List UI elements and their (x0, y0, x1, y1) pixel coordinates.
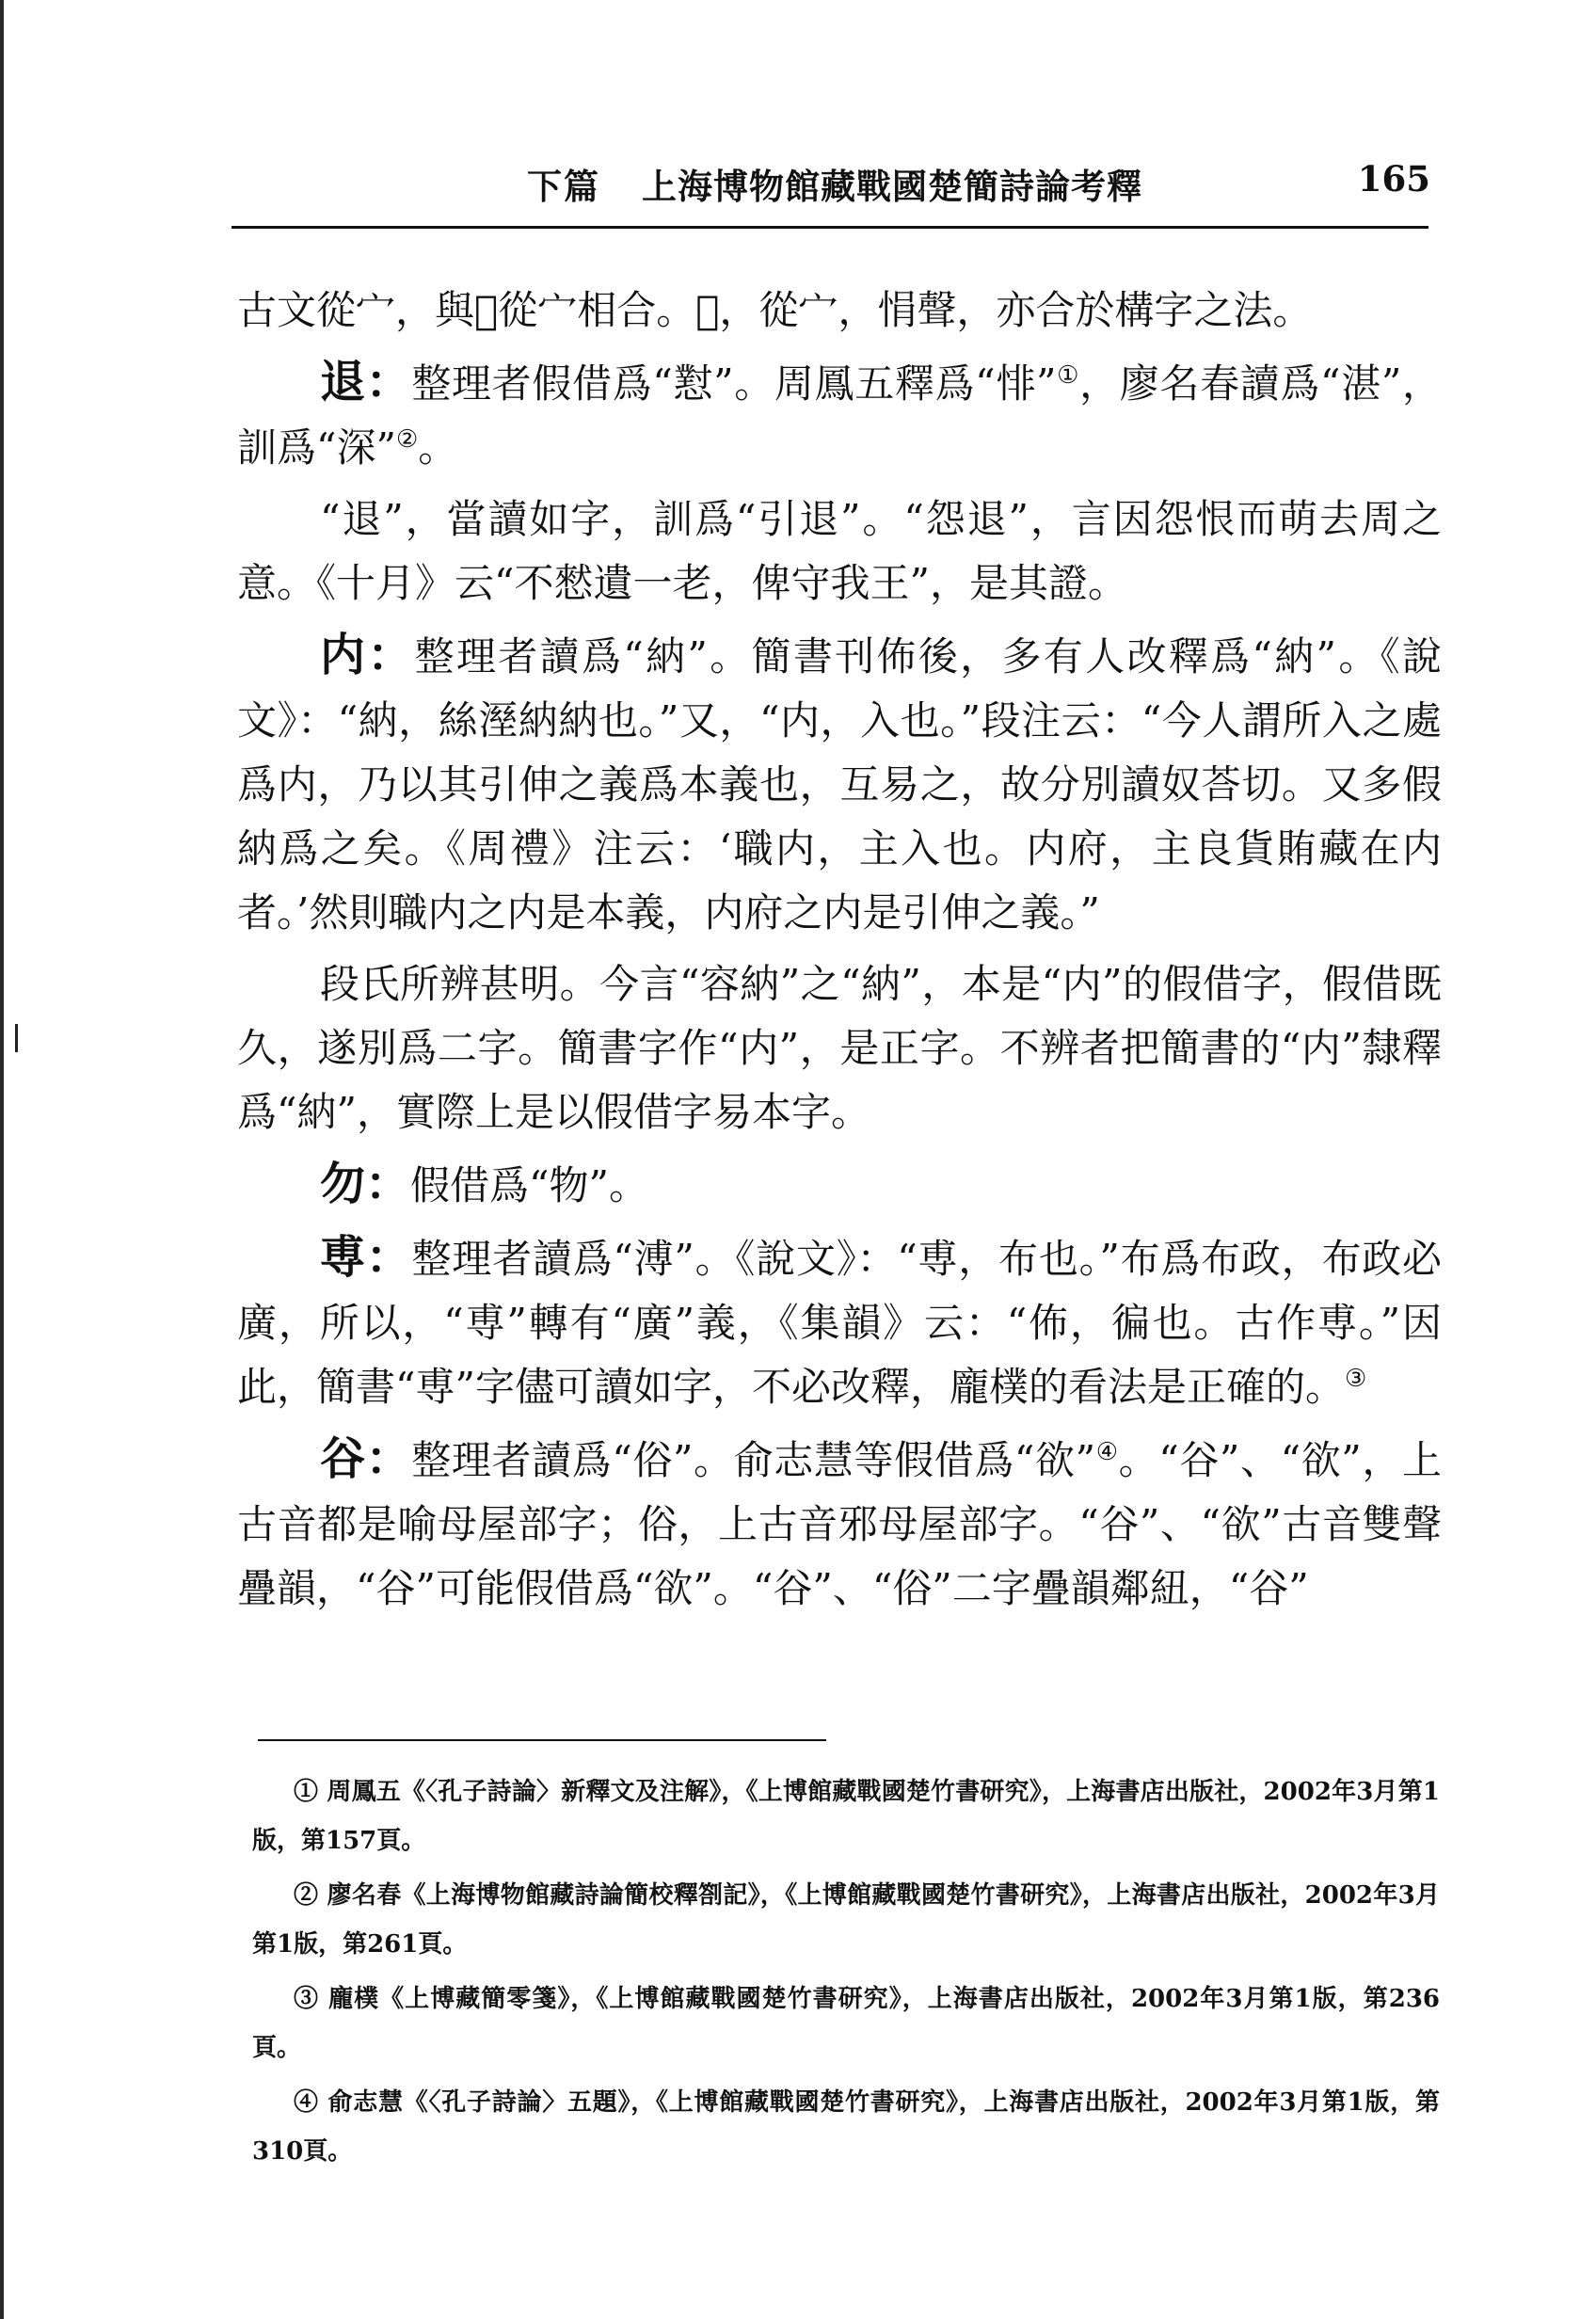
paragraph (237, 1152, 1442, 1218)
paragraph-text: 整理者讀爲“俗”。俞志慧等假借爲“欲” (411, 1437, 1096, 1483)
header-part: 下篇 (527, 166, 600, 207)
footnote-reference: ② (395, 425, 419, 454)
paragraph-text: 整理者假借爲“懟”。周鳳五釋爲“悱” (411, 360, 1057, 407)
footnote-reference: ④ (1095, 1438, 1119, 1466)
paragraph (237, 488, 1442, 616)
footnotes (252, 1767, 1440, 2182)
main-text (237, 279, 1442, 1628)
entry-headword: 勿： (320, 1158, 411, 1210)
scan-mark (15, 1024, 18, 1052)
paragraph (237, 952, 1442, 1144)
paragraph (237, 350, 1442, 480)
paragraph (237, 279, 1442, 343)
footnote: ④ 俞志慧《〈孔子詩論〉五題》，《上博館藏戰國楚竹書研究》，上海書店出版社，2002年3月第1版，第310頁。 (252, 2088, 1440, 2166)
entry-headword: 退： (320, 356, 412, 408)
footnote-reference: ① (1056, 361, 1080, 390)
paragraph-text: 假借爲“物”。 (410, 1162, 648, 1208)
paragraph-text: 古文從宀，與𡩜從宀相合。𡩜，從宀，悁聲，亦合於構字之法。 (237, 287, 1313, 333)
paragraph-text: 段氏所辨甚明。今言“容納”之“納”，本是“内”的假借字，假借既久，遂別爲二字。簡書字作“内”，是正字。不辨者把簡書的“内”隸釋爲“納”，實際上是以假借字易本字。 (237, 961, 1442, 1135)
entry-headword: 内： (320, 629, 415, 681)
paragraph (237, 623, 1442, 945)
footnote-rule (258, 1739, 826, 1741)
paragraph-text: 。“谷”、“欲”，上古音都是喻母屋部字；俗，上古音邪母屋部字。“谷”、“欲”古音雙聲疊韻，“谷”可能假借爲“欲”。“谷”、“俗”二字疊韻鄰紐，“谷” (237, 1437, 1442, 1611)
footnote-reference: ③ (1344, 1365, 1367, 1393)
paragraph (237, 1225, 1442, 1419)
paragraph (237, 1427, 1442, 1621)
footnote: ② 廖名春《上海博物館藏詩論簡校釋劄記》，《上博館藏戰國楚竹書研究》，上海書店出版社，2002年3月第1版，第261頁。 (252, 1881, 1440, 1959)
paragraph-text: 整理者讀爲“納”。簡書刊佈後，多有人改釋爲“納”。《說文》：“納，絲溼納納也。”又，“内，入也。”段注云：“今人謂所入之處爲内，乃以其引伸之義爲本義也，互易之，故分別讀奴荅切。又多假納爲之矣。《周禮》注云：‘職内，主入也。内府，主良貨賄藏在内者。’然則職内之内是本義，内府之内是引伸之義。” (237, 633, 1442, 936)
header-rule (231, 226, 1428, 229)
paragraph-text: 整理者讀爲“溥”。《說文》：“尃，布也。”布爲布政，布政必廣，所以，“尃”轉有“廣”義，《集韻》云：“佈，徧也。古作尃。”因此，簡書“尃”字儘可讀如字，不必改釋，龐樸的看法是正確的。 (237, 1236, 1442, 1410)
footnote: ③ 龐樸《上博藏簡零箋》，《上博館藏戰國楚竹書研究》，上海書店出版社，2002年3月第1版，第236頁。 (252, 1985, 1440, 2062)
paragraph-text: ，廖名春讀爲“湛”，訓爲“深” (237, 360, 1442, 471)
page-number: 165 (1357, 158, 1430, 200)
entry-headword: 尃： (320, 1231, 412, 1284)
paragraph-text: “退”，當讀如字，訓爲“引退”。“怨退”，言因怨恨而萌去周之意。《十月》云“不憖遺一老，俾守我王”，是其證。 (237, 496, 1442, 606)
header-title: 上海博物館藏戰國楚簡詩論考釋 (642, 166, 1142, 207)
paragraph-text: 。 (418, 424, 458, 471)
page-left-edge (0, 0, 4, 2319)
entry-headword: 谷： (320, 1432, 412, 1485)
running-header (527, 158, 1430, 215)
footnote: ① 周鳳五《〈孔子詩論〉新釋文及注解》，《上博館藏戰國楚竹書研究》，上海書店出版社，2002年3月第1版，第157頁。 (252, 1778, 1440, 1855)
